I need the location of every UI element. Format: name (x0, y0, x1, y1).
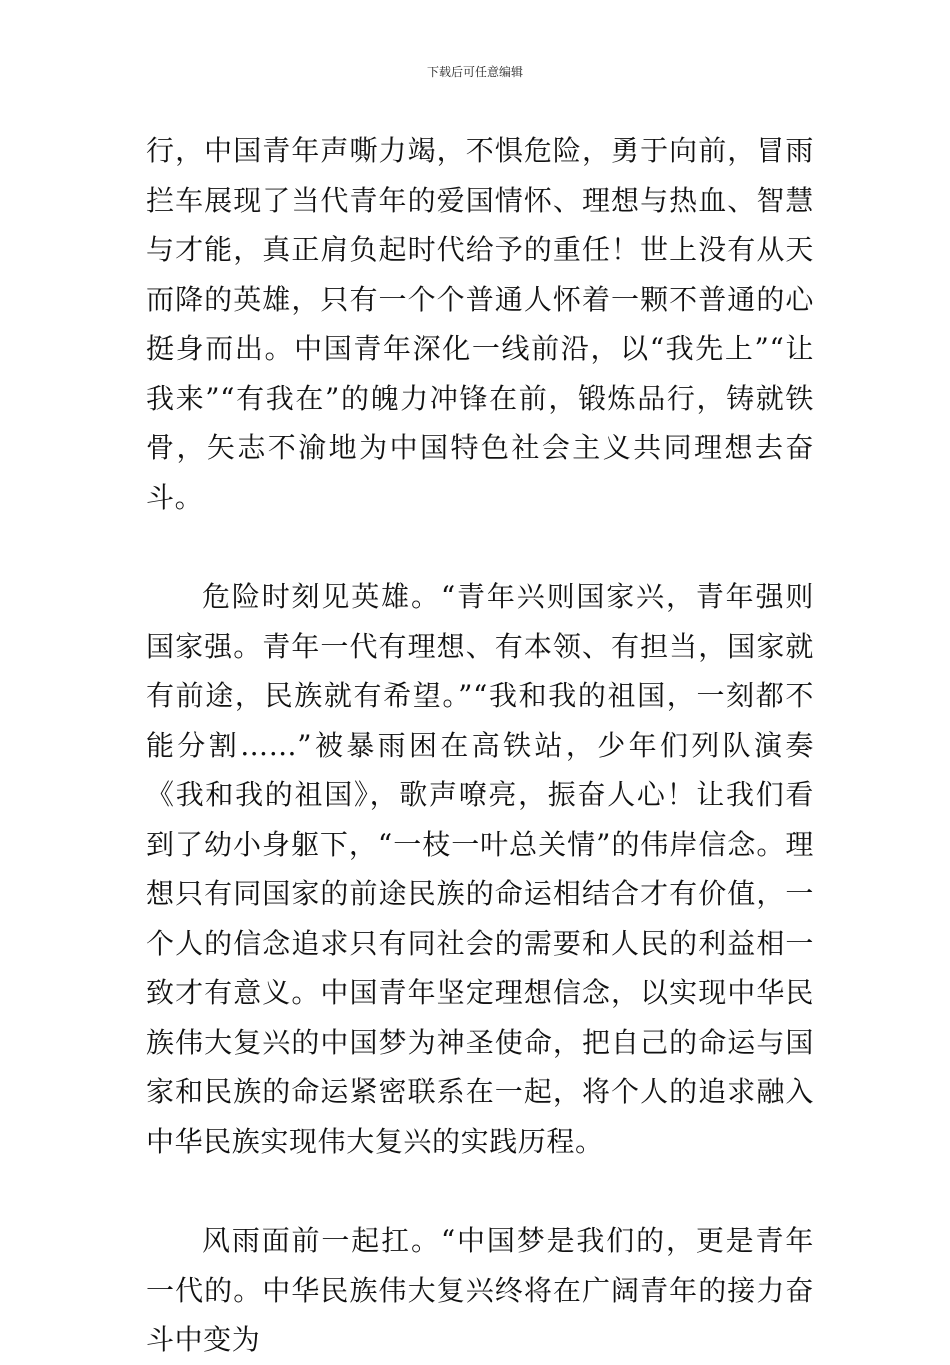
paragraph-continuation: 行，中国青年声嘶力竭，不惧危险，勇于向前，冒雨拦车展现了当代青年的爱国情怀、理想与热血、智慧与才能，真正肩负起时代给予的重任！世上没有从天而降的英雄，只有一个个普通人怀着一颗不普通的心挺身而出。中国青年深化一线前沿，以“我先上”“让我来”“有我在”的魄力冲锋在前，锻炼品行，铸就铁骨，矢志不渝地为中国特色社会主义共同理想去奋斗。 (146, 134, 814, 514)
paragraph-heroes: 危险时刻见英雄。“青年兴则国家兴，青年强则国家强。青年一代有理想、有本领、有担当，国家就有前途，民族就有希望。”“我和我的祖国，一刻都不能分割……”被暴雨困在高铁站，少年们列队演奏《我和我的祖国》，歌声嘹亮，振奋人心！让我们看到了幼小身躯下，“一枝一叶总关情”的伟岸信念。理想只有同国家的前途民族的命运相结合才有价值，一个人的信念追求只有同社会的需要和人民的利益相一致才有意义。中国青年坚定理想信念，以实现中华民族伟大复兴的中国梦为神圣使命，把自己的命运与国家和民族的命运紧密联系在一起，将个人的追求融入中华民族实现伟大复兴的实践历程。 (146, 580, 814, 1158)
header-note: 下载后可任意编辑 (426, 65, 523, 79)
paragraph-gap (146, 1166, 814, 1216)
body-text (146, 126, 814, 1365)
paragraph-together: 风雨面前一起扛。“中国梦是我们的，更是青年一代的。中华民族伟大复兴终将在广阔青年的接力奋斗中变为 (146, 1224, 814, 1356)
paragraph-gap (146, 522, 814, 572)
